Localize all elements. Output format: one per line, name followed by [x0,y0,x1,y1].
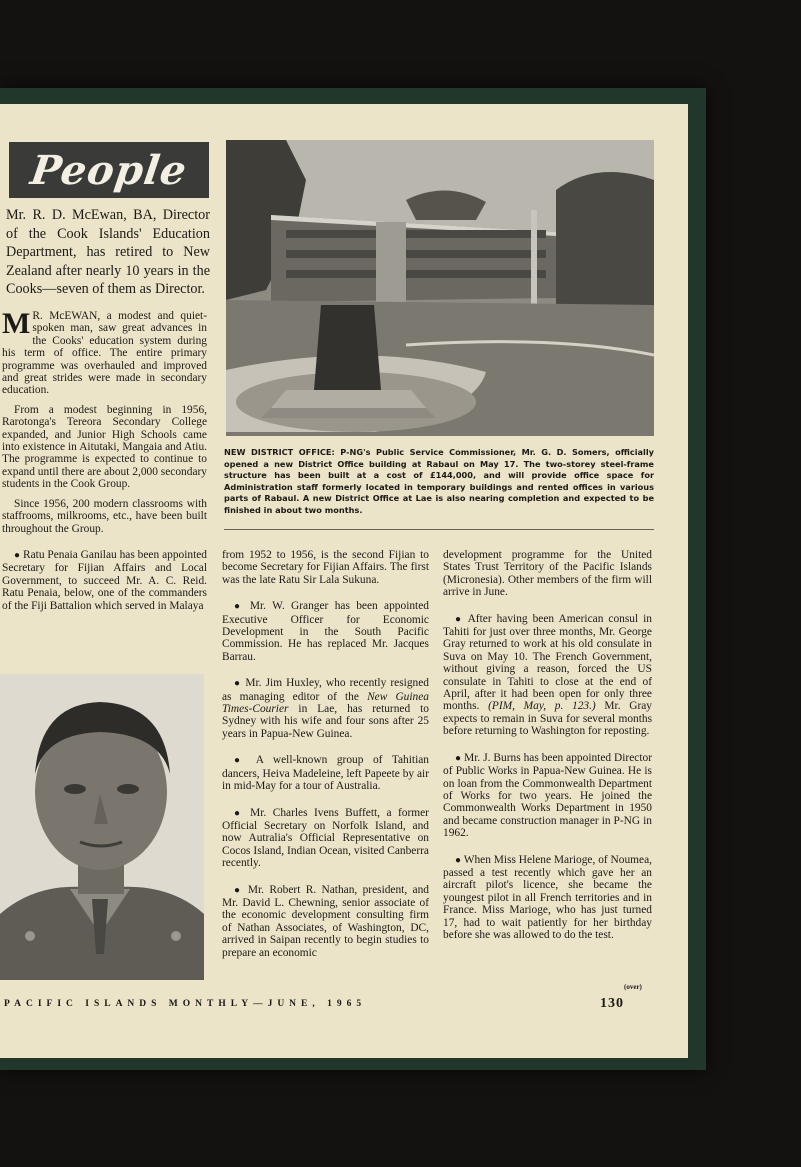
paragraph-text: R. McEWAN, a modest and quiet-spoken man, saw great advances in the Cooks' education system during his term of office. The entire primary programme was overhauled and improved and great strides were made in secondary education. [2,310,207,397]
paragraph: development programme for the United States Trust Territory of the Pacific Islands (Micronesia). Other members of the firm will arrive in June. [443,549,652,599]
news-item [2,549,207,612]
magazine-issue-line: PACIFIC ISLANDS MONTHLY—JUNE, 1965 [4,999,367,1009]
portrait-photo [0,674,204,980]
news-item-text: Mr. Jim Huxley, who recently resigned as managing editor of the [222,677,429,703]
bullet-icon: ● [234,807,244,819]
page-footer [0,996,688,1021]
news-item-text: Mr. J. Burns has been appointed Director of Public Works in Papua-New Guinea. He is on loan from the Commonwealth Department of Works for two years. He joined the Commonwealth Works Department in 1950 and became construction manager in P-NG in 1962. [443,751,652,840]
news-item-text: A well-known group of Tahitian dancers, Heiva Madeleine, left Papeete by air in mid-May for a tour of Australia. [222,754,429,793]
bullet-icon: ● [455,854,462,866]
drop-cap: M [2,307,31,340]
page-number: 130 [600,996,624,1011]
news-item [222,754,429,792]
news-item-text: Mr. Robert R. Nathan, president, and Mr. David L. Chewning, senior associate of the economic development consulting firm of Nathan Associates, of Washington, DC, arrived in Saipan recently to begin studies to prepare an economic [222,883,429,959]
column-middle [222,549,429,966]
paragraph [2,307,207,397]
news-item [443,752,652,840]
news-item [443,854,652,942]
bullet-icon: ● [455,613,464,625]
section-title: People [27,146,191,194]
reference-citation: (PIM, May, p. 123.) [488,700,596,713]
bullet-icon: ● [234,755,247,767]
news-item-text: Mr. Gray expects to remain in Suva for several months before returning to Washington for reposting. [443,700,653,738]
bullet-icon: ● [14,549,21,561]
news-item [222,807,429,870]
photo-caption: NEW DISTRICT OFFICE: P-NG's Public Service Commissioner, Mr. G. D. Somers, officially opened a new District Office building at Rabaul on May 17. The two-storey steel-frame structure has been built at a cost of £144,000, and will provide office space for Administration staff formerly located in temporary buildings and rented offices in various parts of Rabaul. A new District Office at Lae is also nearing completion and expected to be finished in about two months. [224,447,654,515]
column-right [443,549,652,948]
bullet-icon: ● [234,884,243,896]
lead-paragraph: Mr. R. D. McEwan, BA, Director of the Cook Islands' Education Department, has retired to New Zealand after nearly 10 years in the Cooks—seven of them as Director. [6,207,210,297]
column-left [2,307,207,619]
bullet-icon: ● [234,678,242,690]
news-item-text: After having been American consul in Tahiti for just over three months, Mr. George Gray returned to work at his old consulate in Suva on May 10. The French Government, without giving a reason, forced the US consulate in Tahiti to close at the end of April, after it had been open for only three months. [443,612,652,713]
bullet-icon: ● [234,601,244,613]
magazine-page [0,104,688,1058]
publication-name: New Guinea Times-Courier [222,690,429,716]
news-item [443,613,652,738]
news-item [222,600,429,663]
news-item [222,884,429,959]
caption-divider [224,529,654,530]
district-office-photo [226,140,654,436]
bullet-icon: ● [455,752,462,764]
news-item-text: Mr. W. Granger has been appointed Executive Officer for Economic Development in the South Pacific Commission. He has replaced Mr. Jacques Barrau. [222,600,429,663]
paragraph: Since 1956, 200 modern classrooms with staffrooms, milkrooms, etc., have been built throughout the Group. [2,497,207,535]
news-item-text: Mr. Charles Ivens Buffett, a former Official Secretary on Norfolk Island, and now Autralia's Official Representative on Cocos Island, Indian Ocean, visited Canberra recently. [222,806,429,870]
news-item [222,677,429,740]
section-banner [9,142,209,198]
news-item-text: When Miss Helene Marioge, of Noumea, passed a test recently which gave her an aircraft pilot's licence, she became the youngest pilot in all French territories and in France. Miss Marioge, who has just turned 17, had to wait patiently for her birthday before she was allowed to do the test. [443,853,652,941]
paragraph: from 1952 to 1956, is the second Fijian to become Secretary for Fijian Affairs. The first was the late Ratu Sir Lala Sukuna. [222,549,429,586]
news-item-text: in Lae, has returned to Sydney with his wife and four sons after 25 years in Papua-New Guinea. [222,703,429,740]
news-item-text: Ratu Penaia Ganilau has been appointed Secretary for Fijian Affairs and Local Government, to succeed Mr. A. C. Reid. Ratu Penaia, below, one of the commanders of the Fiji Battalion which served in Malaya [2,548,207,612]
continued-over-label: (over) [624,983,642,991]
paragraph: From a modest beginning in 1956, Rarotonga's Tereora Secondary College expanded, and Junior High Schools came into existence in Aitutaki, Mangaia and Atiu. The programme is expected to continue to expand until there are about 2,000 secondary students in the Cook Group. [2,403,207,491]
